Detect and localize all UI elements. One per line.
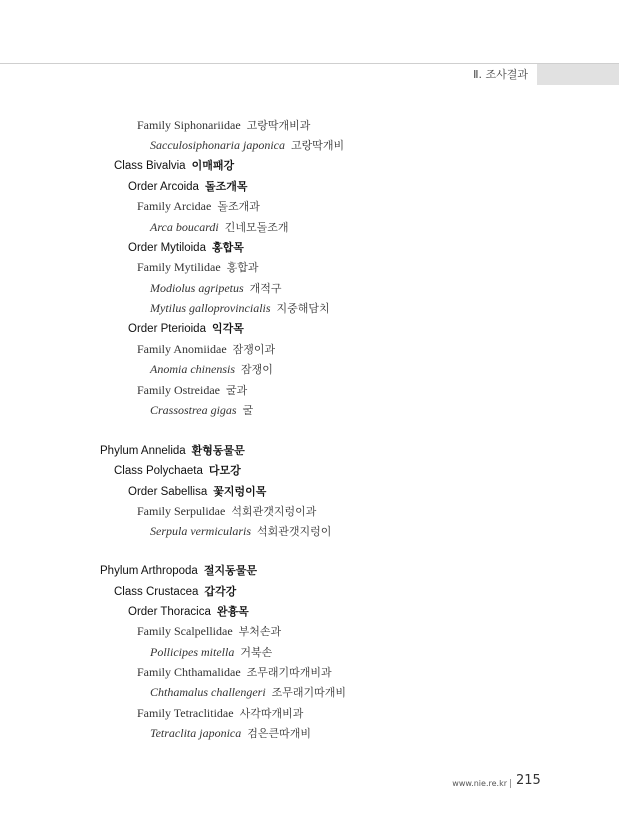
order-korean-name: 홍합목 xyxy=(211,241,244,254)
family-latin-name: Family Arcidae xyxy=(137,199,212,213)
footer-url: www.nie.re.kr xyxy=(452,779,507,788)
family-latin-name: Family Tetraclitidae xyxy=(137,706,234,720)
phylum-korean-name: 환형동물문 xyxy=(191,444,245,457)
class-latin-name: Class Crustacea xyxy=(114,586,199,598)
family-entry xyxy=(137,706,303,721)
family-latin-name: Family Anomiidae xyxy=(137,342,227,356)
family-entry xyxy=(137,504,316,519)
species-latin-name: Tetraclita japonica xyxy=(150,726,242,740)
species-korean-name: 긴네모돌조개 xyxy=(224,221,289,234)
order-korean-name: 꽃지렁이목 xyxy=(213,485,267,498)
class-entry xyxy=(114,463,241,478)
family-entry xyxy=(137,665,332,680)
family-entry xyxy=(137,383,247,398)
species-korean-name: 굴 xyxy=(242,404,254,417)
order-entry xyxy=(128,484,266,499)
order-entry xyxy=(128,321,244,336)
species-latin-name: Modiolus agripetus xyxy=(150,281,244,295)
order-korean-name: 익각목 xyxy=(211,322,244,335)
species-latin-name: Mytilus galloprovincialis xyxy=(150,301,271,315)
order-entry xyxy=(128,179,247,194)
species-entry xyxy=(150,220,289,235)
order-latin-name: Order Arcoida xyxy=(128,181,199,193)
class-korean-name: 다모강 xyxy=(208,464,241,477)
family-latin-name: Family Siphonariidae xyxy=(137,118,241,132)
order-korean-name: 완흉목 xyxy=(216,605,249,618)
class-latin-name: Class Polychaeta xyxy=(114,465,203,477)
species-entry xyxy=(150,403,253,418)
section-label: Ⅱ. 조사결과 xyxy=(473,68,528,81)
family-latin-name: Family Ostreidae xyxy=(137,383,220,397)
family-korean-name: 사각따개비과 xyxy=(239,707,304,720)
family-entry xyxy=(137,624,281,639)
family-entry xyxy=(137,342,275,357)
species-latin-name: Arca boucardi xyxy=(150,220,219,234)
species-entry xyxy=(150,138,344,153)
species-entry xyxy=(150,362,273,377)
family-korean-name: 부처손과 xyxy=(238,625,282,638)
phylum-entry xyxy=(100,563,257,578)
species-korean-name: 석회관갯지렁이 xyxy=(257,525,332,538)
species-korean-name: 개적구 xyxy=(249,282,282,295)
header-rule xyxy=(0,63,619,64)
phylum-latin-name: Phylum Arthropoda xyxy=(100,565,198,577)
species-korean-name: 지중해담치 xyxy=(276,302,330,315)
order-latin-name: Order Sabellisa xyxy=(128,486,208,498)
species-entry xyxy=(150,281,282,296)
species-latin-name: Anomia chinensis xyxy=(150,362,235,376)
family-korean-name: 조무래기따개비과 xyxy=(246,666,332,679)
species-korean-name: 고랑딱개비 xyxy=(291,139,345,152)
class-entry xyxy=(114,158,234,173)
phylum-korean-name: 절지동물문 xyxy=(203,564,257,577)
order-latin-name: Order Pterioida xyxy=(128,323,206,335)
family-latin-name: Family Mytilidae xyxy=(137,260,221,274)
phylum-entry xyxy=(100,443,245,458)
species-entry xyxy=(150,524,331,539)
family-korean-name: 석회관갯지렁이과 xyxy=(231,505,317,518)
species-korean-name: 조무래기따개비 xyxy=(271,686,347,699)
order-korean-name: 돌조개목 xyxy=(204,180,248,193)
phylum-latin-name: Phylum Annelida xyxy=(100,445,186,457)
family-latin-name: Family Chthamalidae xyxy=(137,665,241,679)
page-number: 215 xyxy=(516,773,541,788)
family-entry xyxy=(137,260,259,275)
class-korean-name: 이매패강 xyxy=(191,159,235,172)
footer-separator xyxy=(510,779,511,788)
family-korean-name: 홍합과 xyxy=(226,261,259,274)
species-korean-name: 검은큰따개비 xyxy=(247,727,311,740)
order-latin-name: Order Mytiloida xyxy=(128,242,206,254)
family-korean-name: 굴과 xyxy=(225,384,248,397)
class-entry xyxy=(114,584,236,599)
order-entry xyxy=(128,604,249,619)
species-korean-name: 잠쟁이 xyxy=(241,363,273,376)
class-latin-name: Class Bivalvia xyxy=(114,160,186,172)
species-latin-name: Serpula vermicularis xyxy=(150,524,251,538)
species-korean-name: 거북손 xyxy=(240,646,273,659)
species-entry xyxy=(150,726,311,741)
section-tab xyxy=(537,64,619,85)
order-entry xyxy=(128,240,244,255)
species-entry xyxy=(150,685,346,700)
family-korean-name: 잠쟁이과 xyxy=(232,343,276,356)
species-latin-name: Chthamalus challengeri xyxy=(150,685,266,699)
species-entry xyxy=(150,301,330,316)
family-korean-name: 돌조개과 xyxy=(217,200,260,213)
species-latin-name: Crassostrea gigas xyxy=(150,403,237,417)
species-latin-name: Sacculosiphonaria japonica xyxy=(150,138,285,152)
family-latin-name: Family Scalpellidae xyxy=(137,624,233,638)
species-entry xyxy=(150,645,272,660)
family-entry xyxy=(137,118,310,133)
family-korean-name: 고랑딱개비과 xyxy=(246,119,311,132)
family-latin-name: Family Serpulidae xyxy=(137,504,226,518)
family-entry xyxy=(137,199,260,214)
order-latin-name: Order Thoracica xyxy=(128,606,211,618)
class-korean-name: 갑각강 xyxy=(204,585,237,598)
species-latin-name: Pollicipes mitella xyxy=(150,645,235,659)
